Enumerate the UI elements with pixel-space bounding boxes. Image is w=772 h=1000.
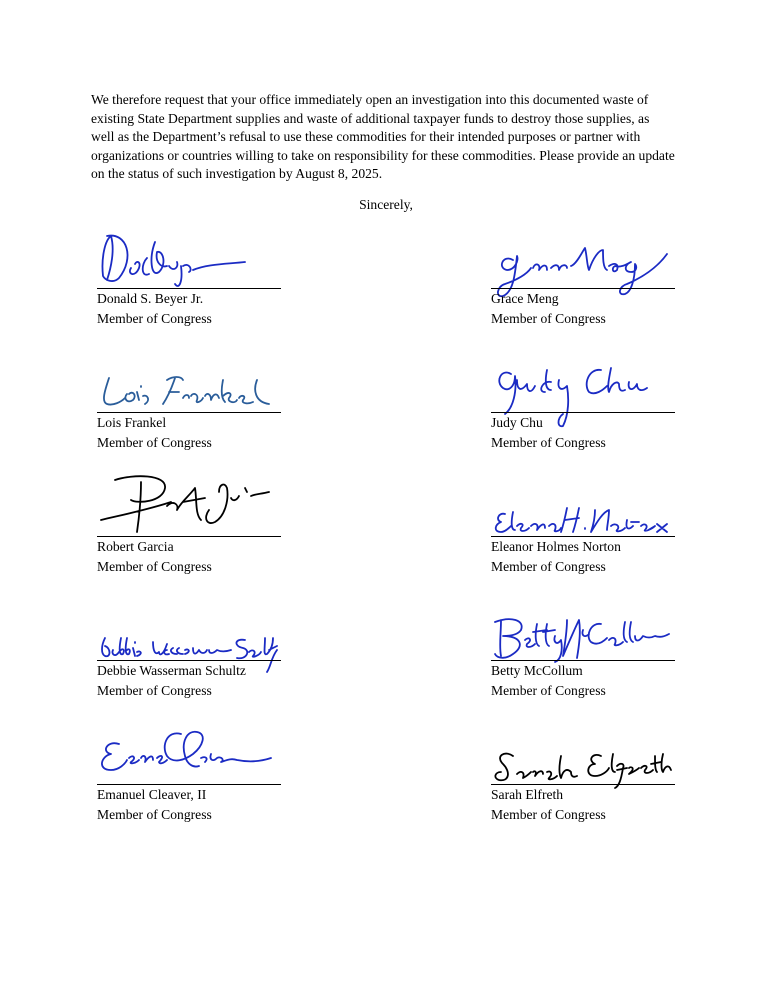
signature-line — [491, 536, 675, 537]
signatory-title: Member of Congress — [491, 435, 606, 450]
signature-stroke — [104, 377, 269, 405]
signatory-title: Member of Congress — [97, 683, 212, 698]
signatory-title: Member of Congress — [97, 311, 212, 326]
signature-image-beyer — [97, 228, 257, 292]
closing-salutation: Sincerely, — [359, 197, 413, 212]
signature-image-norton — [491, 500, 675, 540]
signature-image-frankel — [97, 368, 281, 416]
signature-stroke — [495, 754, 671, 788]
signature-stroke — [102, 732, 271, 770]
signatory-name: Debbie Wasserman Schultz — [97, 663, 246, 678]
signatory-title: Member of Congress — [491, 807, 606, 822]
signature-line — [491, 288, 675, 289]
signature-line — [491, 784, 675, 785]
signatory-name: Emanuel Cleaver, II — [97, 787, 207, 802]
letter-body-paragraph: We therefore request that your office immediately open an investigation into this documented waste of existing State Department supplies and waste of additional taxpayer funds to destroy those supplies, as well as the Department’s refusal to use these commodities for their intended purposes or partner with organizations or countries willing to take on responsibility for these commodities. Please provide an update on the status of such investigation by August 8, 2025. — [91, 92, 675, 181]
signature-image-garcia — [97, 470, 281, 540]
signature-line — [491, 660, 675, 661]
signatory-title: Member of Congress — [491, 311, 606, 326]
signatory-title: Member of Congress — [491, 559, 606, 574]
signature-line — [491, 412, 675, 413]
signatory-name: Eleanor Holmes Norton — [491, 539, 621, 554]
signature-image-mccollum — [491, 614, 675, 664]
signatory-title: Member of Congress — [97, 559, 212, 574]
signature-stroke — [102, 236, 245, 286]
signatory-title: Member of Congress — [491, 683, 606, 698]
signatory-title: Member of Congress — [97, 807, 212, 822]
signatory-name: Grace Meng — [491, 291, 559, 306]
signatory-name: Lois Frankel — [97, 415, 167, 430]
signature-stroke — [495, 619, 669, 662]
signatory-name: Sarah Elfreth — [491, 787, 564, 802]
signature-stroke — [101, 476, 269, 532]
signature-line — [97, 536, 281, 537]
signatory-name: Robert Garcia — [97, 539, 174, 554]
signature-line — [97, 288, 281, 289]
signature-image-cleaver — [97, 728, 281, 788]
signature-line — [97, 784, 281, 785]
signature-stroke — [496, 508, 667, 532]
signatory-name: Judy Chu — [491, 415, 543, 430]
signature-line — [97, 412, 281, 413]
signatory-name: Donald S. Beyer Jr. — [97, 291, 204, 306]
signature-line — [97, 660, 281, 661]
signatory-name: Betty McCollum — [491, 663, 583, 678]
signatory-title: Member of Congress — [97, 435, 212, 450]
